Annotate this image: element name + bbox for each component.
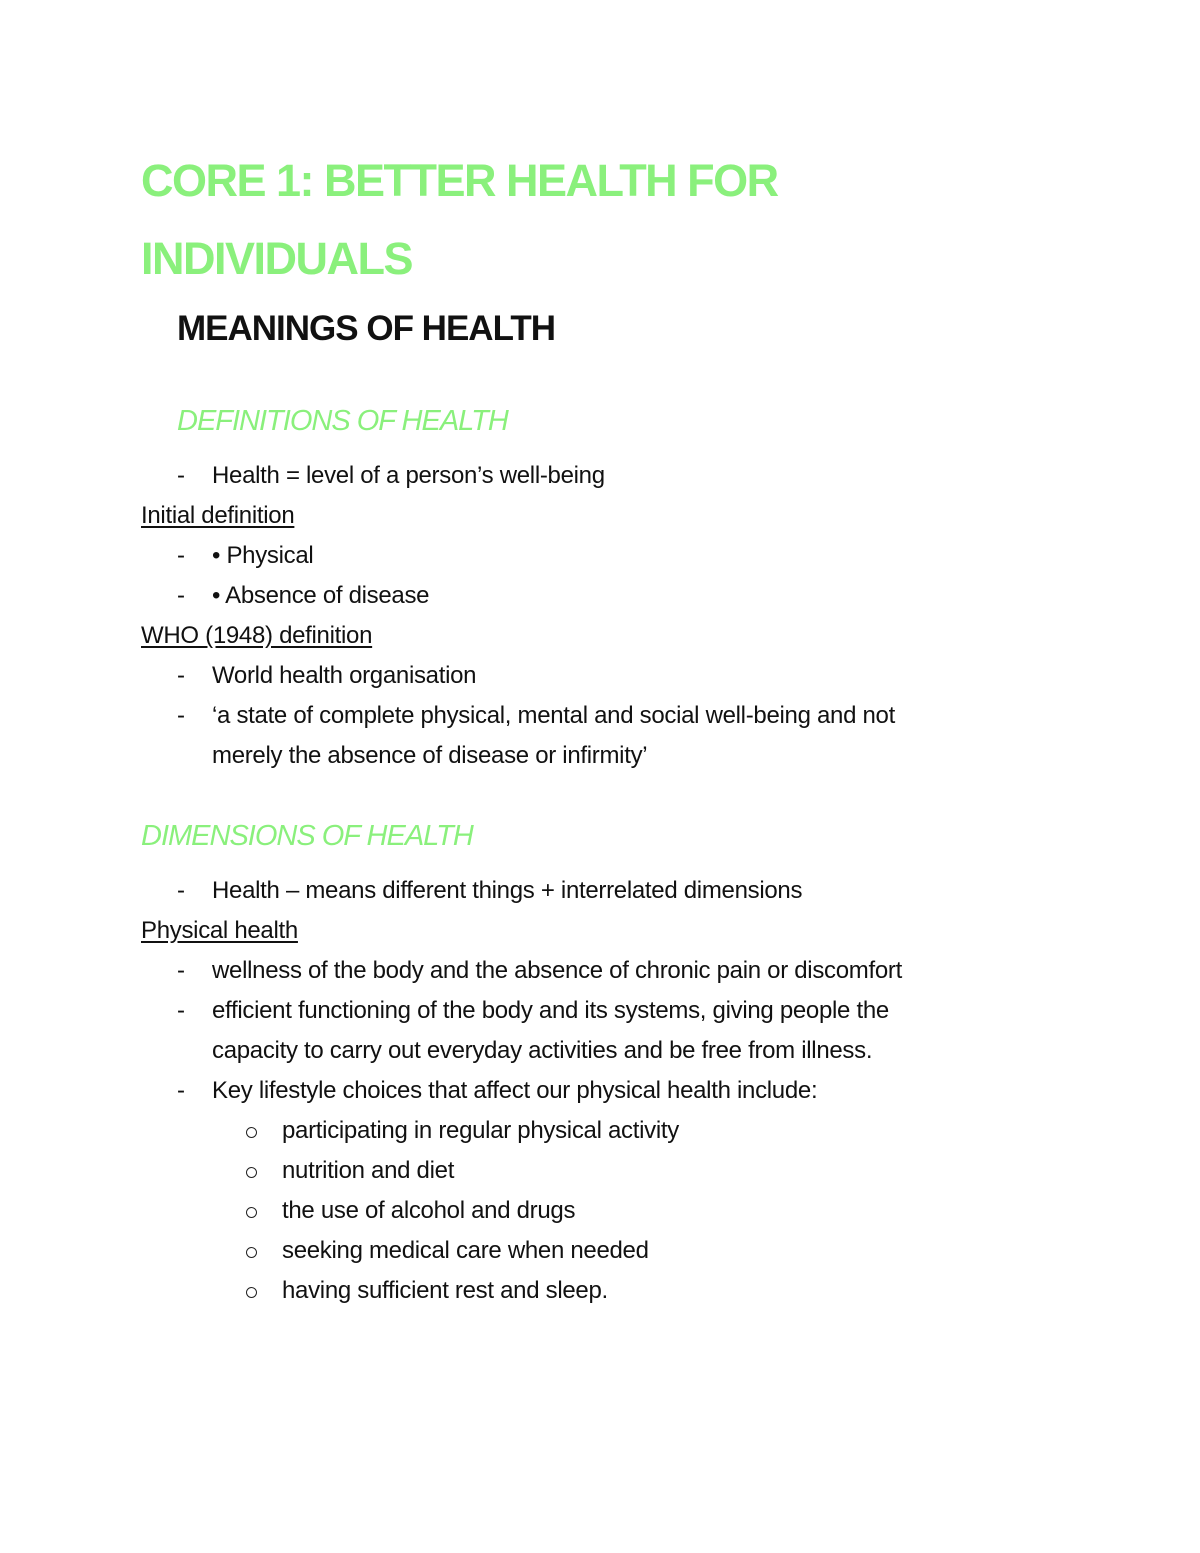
who-item: World health organisation <box>212 662 477 689</box>
who-definition-label: WHO (1948) definition <box>141 622 373 649</box>
circle-bullet-icon <box>246 1167 257 1178</box>
physical-health-label: Physical health <box>141 917 298 944</box>
circle-bullet-icon <box>246 1247 257 1258</box>
initial-item: • Absence of disease <box>212 582 430 609</box>
dash-bullet: - <box>177 462 185 489</box>
dash-bullet: - <box>177 877 185 904</box>
definitions-heading: DEFINITIONS OF HEALTH <box>177 405 508 437</box>
dash-bullet: - <box>177 662 185 689</box>
who-item: ‘a state of complete physical, mental and social well-being and not <box>212 702 895 729</box>
dimensions-heading: DIMENSIONS OF HEALTH <box>141 820 473 852</box>
circle-bullet-icon <box>246 1127 257 1138</box>
circle-bullet-icon <box>246 1287 257 1298</box>
dash-bullet: - <box>177 997 185 1024</box>
physical-item-continued: capacity to carry out everyday activities and be free from illness. <box>212 1037 873 1064</box>
document-title: CORE 1: BETTER HEALTH FOR INDIVIDUALS <box>141 155 778 284</box>
initial-item: • Physical <box>212 542 314 569</box>
lifestyle-choice: participating in regular physical activity <box>282 1117 679 1144</box>
lifestyle-choice: nutrition and diet <box>282 1157 455 1184</box>
physical-item: Key lifestyle choices that affect our physical health include: <box>212 1077 818 1104</box>
who-item-continued: merely the absence of disease or infirmity’ <box>212 742 648 769</box>
physical-item: wellness of the body and the absence of chronic pain or discomfort <box>212 957 902 984</box>
dash-bullet: - <box>177 702 185 729</box>
physical-item: efficient functioning of the body and its systems, giving people the <box>212 997 889 1024</box>
lifestyle-choice: the use of alcohol and drugs <box>282 1197 576 1224</box>
dash-bullet: - <box>177 1077 185 1104</box>
dash-bullet: - <box>177 542 185 569</box>
lifestyle-choice: seeking medical care when needed <box>282 1237 649 1264</box>
definition-intro: Health = level of a person’s well-being <box>212 462 605 489</box>
circle-bullet-icon <box>246 1207 257 1218</box>
lifestyle-choice: having sufficient rest and sleep. <box>282 1277 608 1304</box>
section-heading: MEANINGS OF HEALTH <box>177 309 556 348</box>
dash-bullet: - <box>177 957 185 984</box>
dimensions-intro: Health – means different things + interrelated dimensions <box>212 877 803 904</box>
initial-definition-label: Initial definition <box>141 502 295 529</box>
dash-bullet: - <box>177 582 185 609</box>
